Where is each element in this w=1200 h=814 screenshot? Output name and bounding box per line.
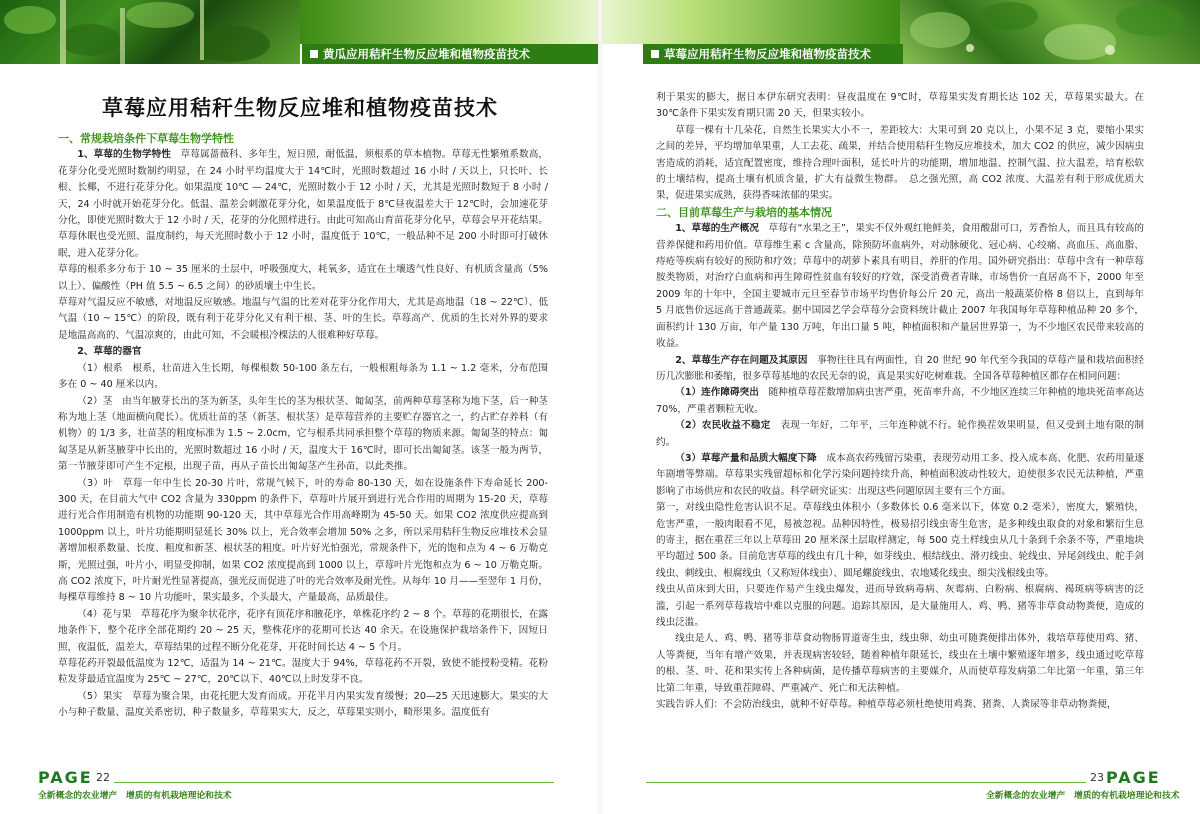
page-number: 22 <box>96 771 110 784</box>
footer-right <box>600 768 1200 814</box>
paragraph: 1、草莓的生产概况 草莓有“水果之王”，果实不仅外观红艳鲜美，食用酸甜可口，芳香怡人，而且具有较高的营养保健和药用价值。草莓维生素 c 含量高，除预防坏血病外，对动脉硬化、冠心病、心绞痛、高血压、高血脂、痔疮等疾病有较好的预防和疗效；草莓中的胡萝卜素具有明目，养肝的作用。国外研究指出：草莓中含有一种草莓胺类物质，对治疗白血病和再生障碍性贫血有较好的疗效，深受消费者青睐，市场售价一直居高不下，2000 年至 2009 年的十年中，全国主要城市元旦至春节市场平均售价每公斤 20 元，高出一般蔬菜价格 8 倍以上，直到每年 5 月底售价远远高于普通蔬菜。据中国园艺学会草莓分会资料统计截止 2007 年我国每年草莓种植品种 20 多个，面积约计 130 万亩，年产量 130 万吨，年出口量 5 吨，种植面积和产量居世界第一，为不少地区农民带来较高的收益。 <box>656 223 1144 350</box>
header-gradient-band <box>300 0 600 44</box>
square-bullet-icon <box>310 50 318 58</box>
paragraph: （2）茎 由当年腋芽长出的茎为新茎，头年生长的茎为根状茎、匍匐茎，前两种草莓茎称为地下茎，后一种茎称为地上茎（地面横向爬长）。优质壮苗的茎（新茎、根状茎）是草莓营养的主要贮存器官之一，约占贮存养料（有机物）的 1/3 多，壮苗茎的粗度标准为 1.5 ~ 2.0cm，它与根系共同承担整个草莓的物质来源。匍匐茎的特点：匍匐茎是从新茎腋芽中长出的，光照时数超过 16 小时 / 天，温度大于 16℃时，即可长出匍匐茎。该茎一般为两节，第一节腋芽即可产生不定根，出现子苗，再从子苗长出匍匐茎产生孙苗，以此类推。 <box>58 395 548 473</box>
section-heading: 二、目前草莓生产与栽培的基本情况 <box>656 205 832 219</box>
paragraph: （2）农民收益不稳定 表现一年好，二年平，三年连种就不行。轮作换茬效果明显，但又受到土地有限的制约。 <box>656 420 1144 448</box>
paragraph: 草莓一棵有十几朵花，自然生长果实大小不一，差距较大：大果可到 20 克以上，小果不足 3 克，要缩小果实之间的差异，平均增加单果重，人工去花、疏果，并结合使用秸秆生物反应堆技术，加大 CO2 的供应，减少因病虫害造成的消耗，适宜配置密度，维持合理叶面积，延长叶片的功能期，增加地温、控制气温、拉大温差，培育松软的土壤结构，提高土壤有机质含量，扩大有益微生物群。 总之强光照，高 CO2 浓度、大温差有利于形成优质大果，促进果实成熟，获得香味浓郁的果实。 <box>656 124 1144 202</box>
paragraph: 草莓花药开裂最低温度为 12℃，适温为 14 ~ 21℃。湿度大于 94%，草莓花药不开裂，致使不能授粉受精。花粉粒发芽最适宜温度为 25℃ ~ 27℃，20℃以下、40℃以上时发芽不良。 <box>58 658 548 686</box>
paragraph: （1）连作障碍突出 随种植草莓茬数增加病虫害严重，死苗率升高，不少地区连续三年种植的地块死苗率高达 70%，严重者颗粒无收。 <box>656 387 1145 415</box>
footer-rule <box>646 782 1086 783</box>
right-page <box>600 0 1200 814</box>
page-number: 23 <box>1090 771 1104 784</box>
section-heading: 一、常规栽培条件下草莓生物学特性 <box>58 132 234 145</box>
header-gradient-band <box>600 0 900 44</box>
footer-rule <box>114 782 554 783</box>
page-word: PAGE <box>38 768 93 787</box>
paragraph: （1）根系 根系，壮苗进入生长期，每棵根数 50-100 条左右，一般根粗每条为 1.1 ~ 1.2 毫米，分布范围多在 0 ~ 40 厘米以内。 <box>58 362 548 391</box>
paragraph: 草莓的根系多分布于 10 ~ 35 厘米的土层中，呼吸强度大，耗氧多，适宜在土壤透气性良好、有机质含量高（5% 以上）、偏酸性（PH 值 5.5 ~ 6.5 之间）的砂质壤土中生长。 <box>58 264 548 292</box>
paragraph: 1、草莓的生物学特性 草莓属蔷薇科、多年生，短日照，耐低温，须根系的草本植物。草莓无性繁殖系数高，花芽分化受光照时数制约明显，在 24 小时平均温度大于 14℃时，光照时数超过 16 小时 / 天以上，只长叶、长根、长椰，不进行花芽分化。如果温度 10℃ — 24℃，光照时数小于 12 小时 / 天，尤其是光照时数短于 8 小时 / 天，24 小时就开始花芽分化。低温、温差会刺激花芽分化，如果温度低于 8℃昼夜温差大于 12℃时，会加速花芽分化，即使光照时数大于 12 小时 / 天，花芽的分化照样进行。由此可知高山育苗花芽分化早，草莓会早开花结果。草莓休眠也受光照、温度制约，每天光照时数小于 12 小时，温度低于 10℃，一般品种不足 200 小时即可打破休眠，进入花芽分化。 <box>58 149 548 259</box>
paragraph: 第一，对线虫隐性危害认识不足。草莓线虫体积小（多数体长 0.6 毫米以下，体宽 0.2 毫米），密度大，繁殖快，危害严重，一般肉眼看不见，易被忽视。品种因特性，极易招引线虫寄生危害，是多种线虫取食的对象和繁衍生息的寄主，据在重茬三年以上草莓田 20 厘米深土层取样测定，每 500 克土样线虫从几十条到千余条不等，严重地块平均超过 500 条。目前危害草莓的线虫有几十种，如芽线虫、根结线虫、滑刃线虫、轮线虫、异尾剑线虫、舵手剑线虫、刺线虫、根腐线虫（又称短体线虫）、圆尾螺旋线虫、农地矮化线虫、细尖浅根线虫等。 <box>656 502 1144 579</box>
page-word: PAGE <box>1106 768 1161 787</box>
paragraph: 利于果实的膨大，据日本伊东研究表明：昼夜温度在 9℃时，草莓果实发育期长达 102 天，草莓果实最大。在 30℃条件下果实发育期只需 20 天，但果实较小。 <box>656 92 1144 120</box>
paragraph: （5）果实 草莓为聚合果，由花托肥大发育而成。开花半月内果实发育缓慢；20—25 天迅速膨大。果实的大小与种子数量、温度关系密切，种子数量多，草莓果实大，反之，草莓果实则小，畸形果多。温度低有 <box>58 690 548 719</box>
paragraph: 线虫是人、鸡、鸭、猪等非草食动物肠胃道寄生虫，线虫卵、幼虫可随粪便排出体外，栽培草莓使用鸡、猪、人等粪便，当年有增产效果，并表现病害较轻，随着种植年限延长，线虫在土壤中繁殖逐年增多，线虫通过吃草莓的根、茎、叶、花和果实传上各种病菌，是传播草莓病害的主要媒介，从而使草莓发病第二年比第一年重，第三年比第二年重，导致重茬障碍、严重减产、死亡和无法种植。 <box>656 633 1144 694</box>
subheading: 2、草莓的器官 <box>77 346 142 358</box>
paragraph: （3）草莓产量和品质大幅度下降 成本高农药残留污染重，表现劳动用工多、投入成本高、化肥、农药用量逐年剧增等弊端。草莓果实残留超标和化学污染问题持续升高，种植面积波动性较大，迫使很多农民无法种植，严重影响了市场供应和农民的收益。科学研究证实：出现这些问题原因主要有三个方面。 <box>656 452 1145 497</box>
paragraph: （3）叶 草莓一年中生长 20-30 片叶，常规气候下，叶的寿命 80-130 天，如在设施条件下寿命延长 200-300 天，在目前大气中 CO2 含量为 330ppm 的条件下，草莓叶片展开到进行光合作用的周期为 15-20 天，草莓进行光合作用制造有机物的功能期 90-120 天，其中草莓光合作用高峰期为 45-50 天。如果 CO2 浓度供应提高到 1000ppm 以上，叶片功能期明显延长 30% 以上，光合效率会增加 50% 之多，所以采用秸秆生物反应堆技术会显著增加根系数量、长度、粗度和新茎、根状茎的粗度。叶片好光怕强光，常规条件下，光的饱和点为 4 ~ 6 万勒克斯，光照过强，叶片小，明显受抑制，如果 CO2 浓度提高到 1000 以上，草莓叶片光饱和点为 6 ~ 10 万勒克斯。高 CO2 浓度下，叶片耐光性显著提高，强光反而促进了叶的光合效率及耐光性。从每年 10 月——至翌年 1 月份，每棵草莓维持 8 ~ 10 片功能叶，果实最多，个头最大，产量最高，品质最佳。 <box>58 477 548 604</box>
cucumber-vines-photo <box>0 0 300 64</box>
paragraph: 草莓对气温反应不敏感，对地温反应敏感。地温与气温的比差对花芽分化作用大，尤其是高地温（18 ~ 22℃）、低气温（10 ~ 15℃）的阶段，既有利于花芽分化又有利于根、茎、叶的生长。草莓高产、优质的生长对外界的要求是地温高高的、气温凉爽的，由此可知，不会暖根冷棵法的人很难种好草莓。 <box>58 297 548 341</box>
paragraph: 线虫从苗床到大田，只要连作易产生线虫爆发，进而导致病毒病、灰霉病、白粉病、根腐病、褐斑病等病害的泛滥，引起一系列草莓栽培中难以克服的问题。追踪其原因，是大量施用人、鸡、鸭、猪等非草食动物粪便，造成的线虫泛滥。 <box>656 584 1144 628</box>
spread-gutter <box>598 0 602 814</box>
footer-tagline: 全新概念的农业增产 增质的有机栽培理论和技术 <box>38 791 232 801</box>
square-bullet-icon <box>651 50 659 58</box>
paragraph: 实践告诉人们：不会防治线虫，就种不好草莓。种植草莓必须杜绝使用鸡粪、猪粪、人粪尿等非草动物粪便， <box>656 699 1117 711</box>
article-title: 草莓应用秸秆生物反应堆和植物疫苗技术 <box>102 96 498 120</box>
strawberry-leaves-photo <box>900 0 1200 64</box>
footer-tagline: 全新概念的农业增产 增质的有机栽培理论和技术 <box>986 791 1180 801</box>
paragraph: （4）花与果 草莓花序为聚伞状花序，花序有顶花序和腋花序，单株花序约 2 ~ 8 个。草莓的花期很长，在露地条件下，整个花序全部花期约 20 ~ 25 天，整株花序的花期可长达 40 余天。在设施保护栽培条件下，因短日照，夜温低，温差大，草莓结果的过程不断分化花芽，开花时间长达 4 ~ 5 个月。 <box>58 608 548 653</box>
running-head-right: 草莓应用秸秆生物反应堆和植物疫苗技术 <box>643 44 903 64</box>
paragraph: 2、草莓生产存在问题及其原因 事物往往具有两面性，自 20 世纪 90 年代至今我国的草莓产量和栽培面积经历几次膨胀和萎缩，很多草莓基地的农民无奈的说，真是果实好吃树难栽。全国各草莓种植区都存在相同问题： <box>656 354 1144 382</box>
footer-left <box>0 768 600 814</box>
left-text-column <box>58 131 548 722</box>
right-text-column <box>656 90 1144 713</box>
running-head-left: 黄瓜应用秸秆生物反应堆和植物疫苗技术 <box>302 44 600 64</box>
